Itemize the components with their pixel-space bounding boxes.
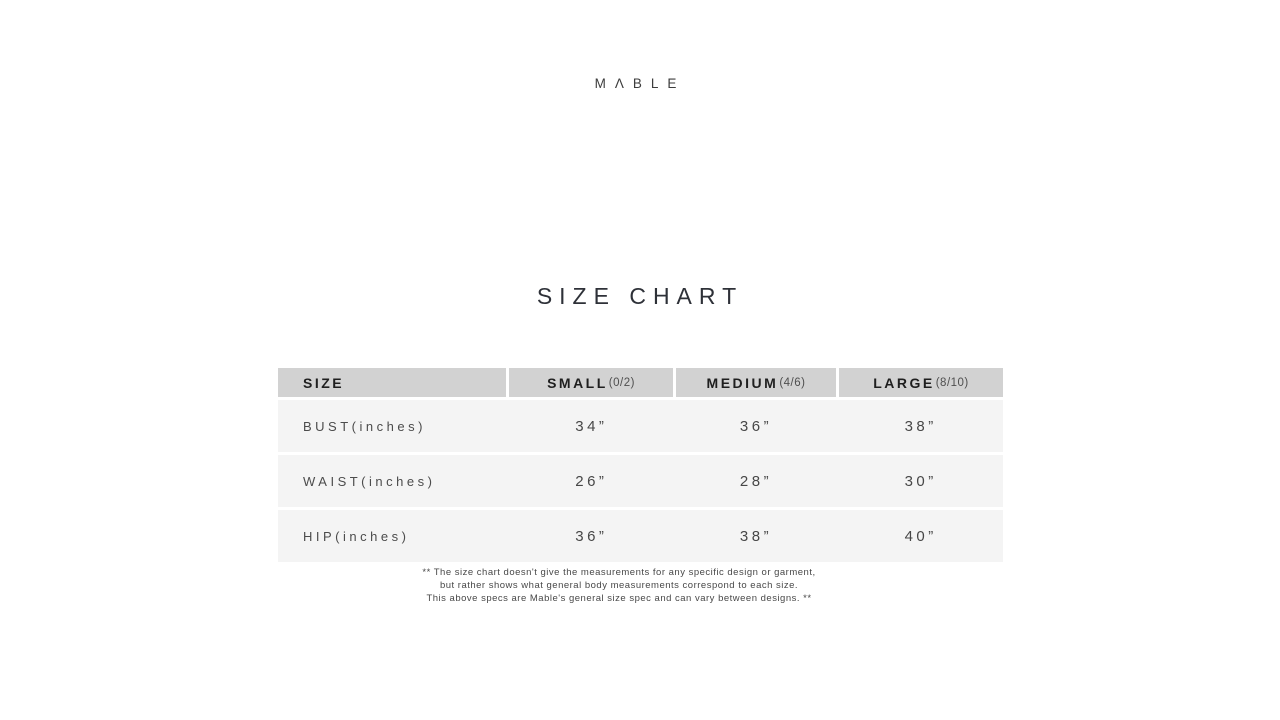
- header-label: SMALL: [547, 374, 608, 391]
- header-label: SIZE: [303, 374, 345, 391]
- table-row-bust: [278, 400, 1003, 452]
- size-chart-table: [278, 368, 1003, 562]
- row-label: WAIST(inches): [303, 473, 436, 489]
- row-value: 30”: [904, 472, 937, 490]
- header-size-range: (4/6): [779, 376, 806, 389]
- row-value: 38”: [739, 527, 773, 545]
- table-row-waist: [278, 455, 1003, 507]
- brand-logo: MΛBLE: [594, 76, 686, 91]
- row-value: 36”: [575, 527, 608, 545]
- size-chart-disclaimer: [278, 567, 960, 605]
- row-value: 36”: [739, 417, 773, 435]
- header-label: MEDIUM: [706, 374, 779, 391]
- header-cell-medium: [676, 368, 836, 397]
- header-cell-large: [839, 368, 1003, 397]
- row-value: 26”: [575, 472, 608, 490]
- header-size-range: (8/10): [935, 376, 969, 389]
- row-value: 38”: [904, 417, 937, 435]
- table-header-row: [278, 368, 1003, 397]
- header-cell-size: [278, 368, 506, 397]
- disclaimer-line: but rather shows what general body measurements correspond to each size.: [439, 579, 799, 591]
- header-label: LARGE: [873, 374, 935, 391]
- row-value: 28”: [739, 472, 773, 490]
- row-value: 34”: [575, 417, 608, 435]
- row-label: HIP(inches): [303, 528, 410, 544]
- table-row-hip: [278, 510, 1003, 562]
- disclaimer-line: This above specs are Mable's general size spec and can vary between designs. **: [426, 592, 812, 604]
- row-value: 40”: [904, 527, 937, 545]
- header-size-range: (0/2): [608, 376, 635, 389]
- disclaimer-line: ** The size chart doesn't give the measurements for any specific design or garment,: [422, 567, 816, 578]
- page-title: SIZE CHART: [536, 283, 744, 309]
- header-cell-small: [509, 368, 673, 397]
- row-label: BUST(inches): [303, 418, 426, 434]
